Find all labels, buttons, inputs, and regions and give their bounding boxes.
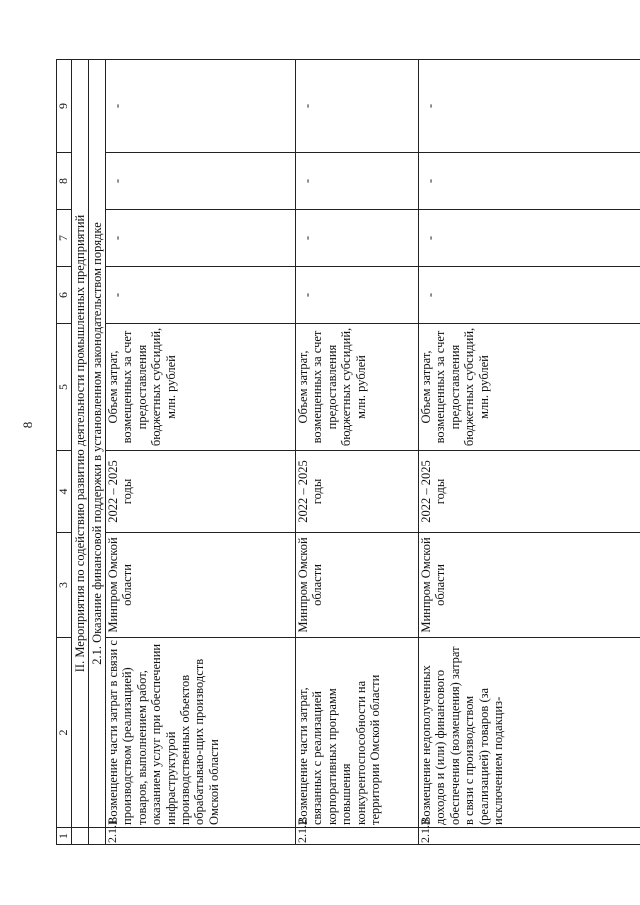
row-period: 2022 – 2025 годы [106,451,296,533]
page-number: 8 [20,421,35,429]
measures-table-container [56,60,640,845]
row-value-6: - [106,267,296,324]
row-value-9: - [296,60,419,153]
row-measure-name: Возмещение части затрат, связанных с реализацией корпоративных программ повышения конкурентоспособности на территории Омской области [296,638,419,828]
row-period: 2022 – 2025 годы [296,451,419,533]
col-header-2: 2 [57,638,72,828]
subsection-title: 2.1. Оказание финансовой поддержки в установленном законодательством порядке [89,60,106,828]
row-measure-name: Возмещение недополученных доходов и (или) финансового обеспечения (возмещения) затрат в связи с производством (реализацией) товаров (за исключением подакциз- [419,638,640,828]
table-row [106,60,296,845]
row-number: 2.1.1 [106,828,296,845]
row-value-7: - [296,210,419,267]
row-value-9: - [106,60,296,153]
section-row [72,60,89,845]
subsection-row [89,60,106,845]
row-indicator: Объем затрат, возмещенных за счет предоставления бюджетных субсидий, млн. рублей [419,324,640,451]
table-row [296,60,419,845]
row-value-8: - [106,153,296,210]
row-value-8: - [419,153,640,210]
row-number: 2.1.3 [419,828,640,845]
row-executor: Минпром Омской области [419,533,640,638]
row-value-6: - [296,267,419,324]
col-header-3: 3 [57,533,72,638]
row-value-8: - [296,153,419,210]
row-value-9: - [419,60,640,153]
col-header-1: 1 [57,828,72,845]
col-header-7: 7 [57,210,72,267]
row-value-7: - [106,210,296,267]
measures-table [56,59,640,845]
header-row [57,60,72,845]
row-executor: Минпром Омской области [106,533,296,638]
row-period: 2022 – 2025 годы [419,451,640,533]
row-value-6: - [419,267,640,324]
row-number: 2.1.2 [296,828,419,845]
row-value-7: - [419,210,640,267]
col-header-9: 9 [57,60,72,153]
row-indicator: Объем затрат, возмещенных за счет предоставления бюджетных субсидий, млн. рублей [296,324,419,451]
col-header-5: 5 [57,324,72,451]
col-header-6: 6 [57,267,72,324]
section-title: II. Мероприятия по содействию развитию деятельности промышленных предприятий [72,60,89,828]
col-header-4: 4 [57,451,72,533]
col-header-8: 8 [57,153,72,210]
row-measure-name: Возмещение части затрат в связи с производством (реализацией) товаров, выполнением работ, оказанием услуг при обеспечении инфраструктурой производственных объектов обрабатываю-щих производств Омской области [106,638,296,828]
row-executor: Минпром Омской области [296,533,419,638]
table-row [419,60,640,845]
row-indicator: Объем затрат, возмещенных за счет предоставления бюджетных субсидий, млн. рублей [106,324,296,451]
